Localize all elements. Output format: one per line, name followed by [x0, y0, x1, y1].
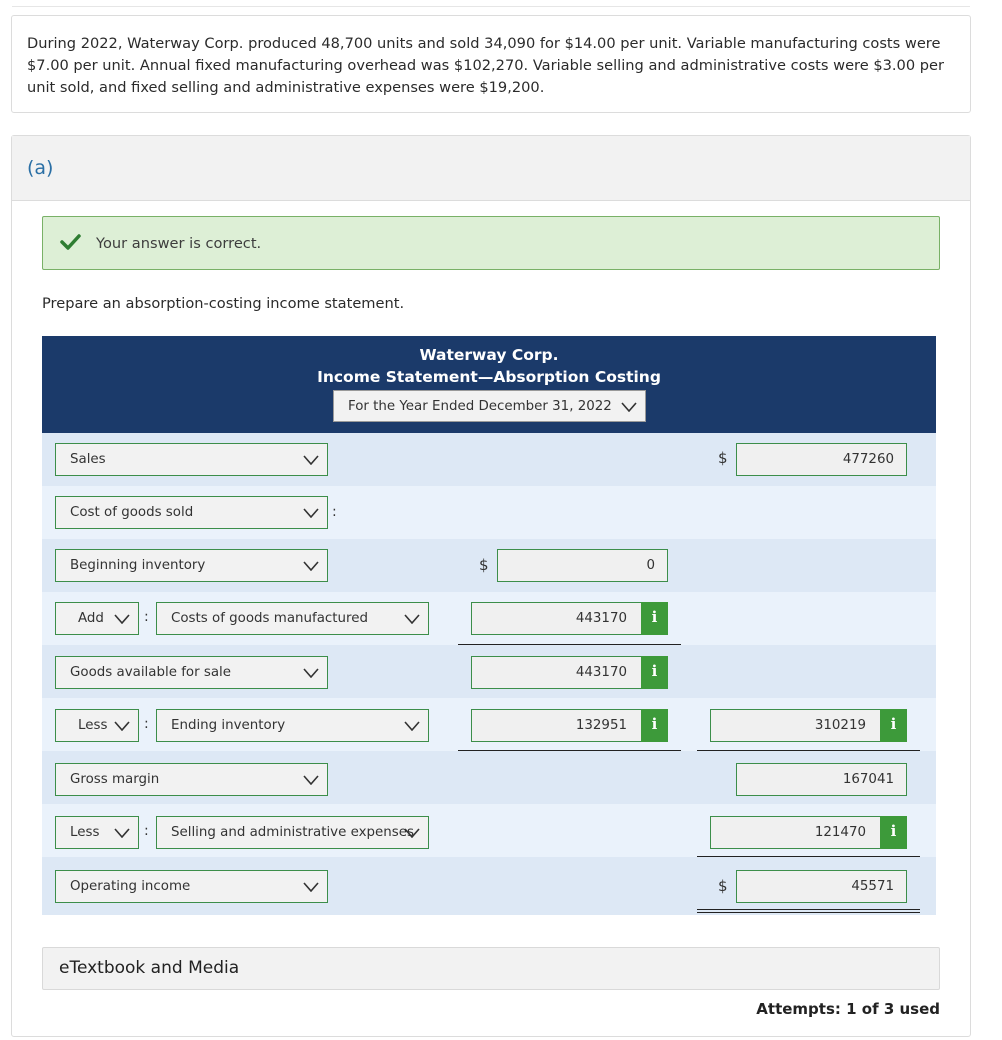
cogs-colon: :	[332, 504, 337, 520]
chevron-down-icon	[114, 614, 130, 624]
less-operator-dropdown[interactable]	[55, 816, 139, 849]
less-operator-label: Less	[78, 718, 108, 733]
selling-admin-label: Selling and administrative expenses	[171, 825, 414, 840]
colon: :	[144, 823, 149, 839]
info-icon[interactable]: i	[641, 656, 668, 689]
chevron-down-icon	[303, 668, 319, 678]
chevron-down-icon	[404, 614, 420, 624]
statement-title: Income Statement—Absorption Costing	[317, 368, 661, 386]
row-sales	[42, 433, 936, 486]
correct-answer-banner	[42, 216, 940, 270]
add-operator-dropdown[interactable]	[55, 602, 139, 635]
ending-inventory-value: 132951	[575, 718, 627, 733]
selling-admin-value: 121470	[814, 825, 866, 840]
operating-income-label: Operating income	[70, 879, 191, 894]
chevron-down-icon	[303, 561, 319, 571]
beginning-inventory-input[interactable]	[497, 549, 668, 582]
selling-admin-dropdown[interactable]	[156, 816, 429, 849]
info-icon[interactable]: i	[641, 602, 668, 635]
chevron-down-icon	[114, 721, 130, 731]
double-underline-bottom	[697, 912, 920, 913]
currency-symbol: $	[718, 449, 728, 467]
ending-inventory-input[interactable]	[471, 709, 668, 742]
chevron-down-icon	[303, 508, 319, 518]
chevron-down-icon	[303, 882, 319, 892]
period-value: For the Year Ended December 31, 2022	[348, 399, 612, 414]
info-icon[interactable]: i	[880, 816, 907, 849]
period-dropdown[interactable]	[333, 390, 646, 422]
chevron-down-icon	[404, 721, 420, 731]
goods-manufactured-value: 443170	[575, 611, 627, 626]
cogs-dropdown[interactable]	[55, 496, 328, 529]
top-divider	[12, 6, 970, 7]
gross-margin-input[interactable]	[736, 763, 907, 796]
goods-available-dropdown[interactable]	[55, 656, 328, 689]
row-cogs	[42, 486, 936, 539]
income-statement	[42, 336, 936, 915]
add-operator-label: Add	[78, 611, 104, 626]
problem-text: During 2022, Waterway Corp. produced 48,700 units and sold 34,090 for $14.00 per unit. Variable manufacturing costs were $7.00 per unit. Annual fixed manufacturing overhead was $102,270. Variable selling and administrative costs were $3.00 per unit sold, and fixed selling and administrative expenses were $19,200.	[27, 35, 945, 96]
operating-income-dropdown[interactable]	[55, 870, 328, 903]
chevron-down-icon	[303, 455, 319, 465]
row-ending-inventory	[42, 698, 936, 751]
selling-admin-input[interactable]	[710, 816, 907, 849]
sales-total-value: 477260	[842, 452, 894, 467]
row-goods-available	[42, 645, 936, 698]
gross-margin-dropdown[interactable]	[55, 763, 328, 796]
checkmark-icon	[59, 231, 81, 253]
instruction-text: Prepare an absorption-costing income statement.	[42, 295, 405, 312]
sales-dropdown[interactable]	[55, 443, 328, 476]
info-icon[interactable]: i	[880, 709, 907, 742]
row-goods-manufactured	[42, 592, 936, 645]
beginning-inventory-value: 0	[646, 558, 655, 573]
sales-total-input[interactable]	[736, 443, 907, 476]
row-beginning-inventory	[42, 539, 936, 592]
beginning-inventory-label: Beginning inventory	[70, 558, 206, 573]
less-operator-label: Less	[70, 825, 100, 840]
ending-inventory-label: Ending inventory	[171, 718, 286, 733]
question-part	[11, 135, 971, 1037]
colon: :	[144, 609, 149, 625]
colon: :	[144, 716, 149, 732]
etextbook-label: eTextbook and Media	[59, 958, 240, 978]
ending-inventory-dropdown[interactable]	[156, 709, 429, 742]
goods-available-input[interactable]	[471, 656, 668, 689]
feedback-message: Your answer is correct.	[96, 235, 262, 252]
gross-margin-value: 167041	[842, 772, 894, 787]
cogs-total-value: 310219	[814, 718, 866, 733]
sales-label: Sales	[70, 452, 106, 467]
gross-margin-label: Gross margin	[70, 772, 160, 787]
chevron-down-icon	[621, 402, 637, 412]
row-selling-admin	[42, 804, 936, 857]
goods-manufactured-dropdown[interactable]	[156, 602, 429, 635]
operating-income-input[interactable]	[736, 870, 907, 903]
row-gross-margin	[42, 751, 936, 804]
less-operator-dropdown[interactable]	[55, 709, 139, 742]
cogs-label: Cost of goods sold	[70, 505, 194, 520]
goods-available-value: 443170	[575, 665, 627, 680]
goods-available-label: Goods available for sale	[70, 665, 232, 680]
chevron-down-icon	[303, 775, 319, 785]
currency-symbol: $	[479, 556, 489, 574]
chevron-down-icon	[114, 828, 130, 838]
chevron-down-icon	[404, 828, 420, 838]
goods-manufactured-input[interactable]	[471, 602, 668, 635]
beginning-inventory-dropdown[interactable]	[55, 549, 328, 582]
operating-income-value: 45571	[851, 879, 894, 894]
currency-symbol: $	[718, 877, 728, 895]
company-name: Waterway Corp.	[419, 346, 559, 364]
part-label: (a)	[27, 157, 54, 179]
goods-manufactured-label: Costs of goods manufactured	[171, 611, 368, 626]
attempts-counter: Attempts: 1 of 3 used	[756, 1000, 940, 1018]
part-header	[12, 136, 970, 201]
etextbook-media-button[interactable]	[42, 947, 940, 990]
problem-statement	[11, 15, 971, 113]
double-underline-top	[697, 909, 920, 910]
cogs-total-input[interactable]	[710, 709, 907, 742]
row-operating-income	[42, 857, 936, 915]
info-icon[interactable]: i	[641, 709, 668, 742]
statement-header	[42, 336, 936, 433]
